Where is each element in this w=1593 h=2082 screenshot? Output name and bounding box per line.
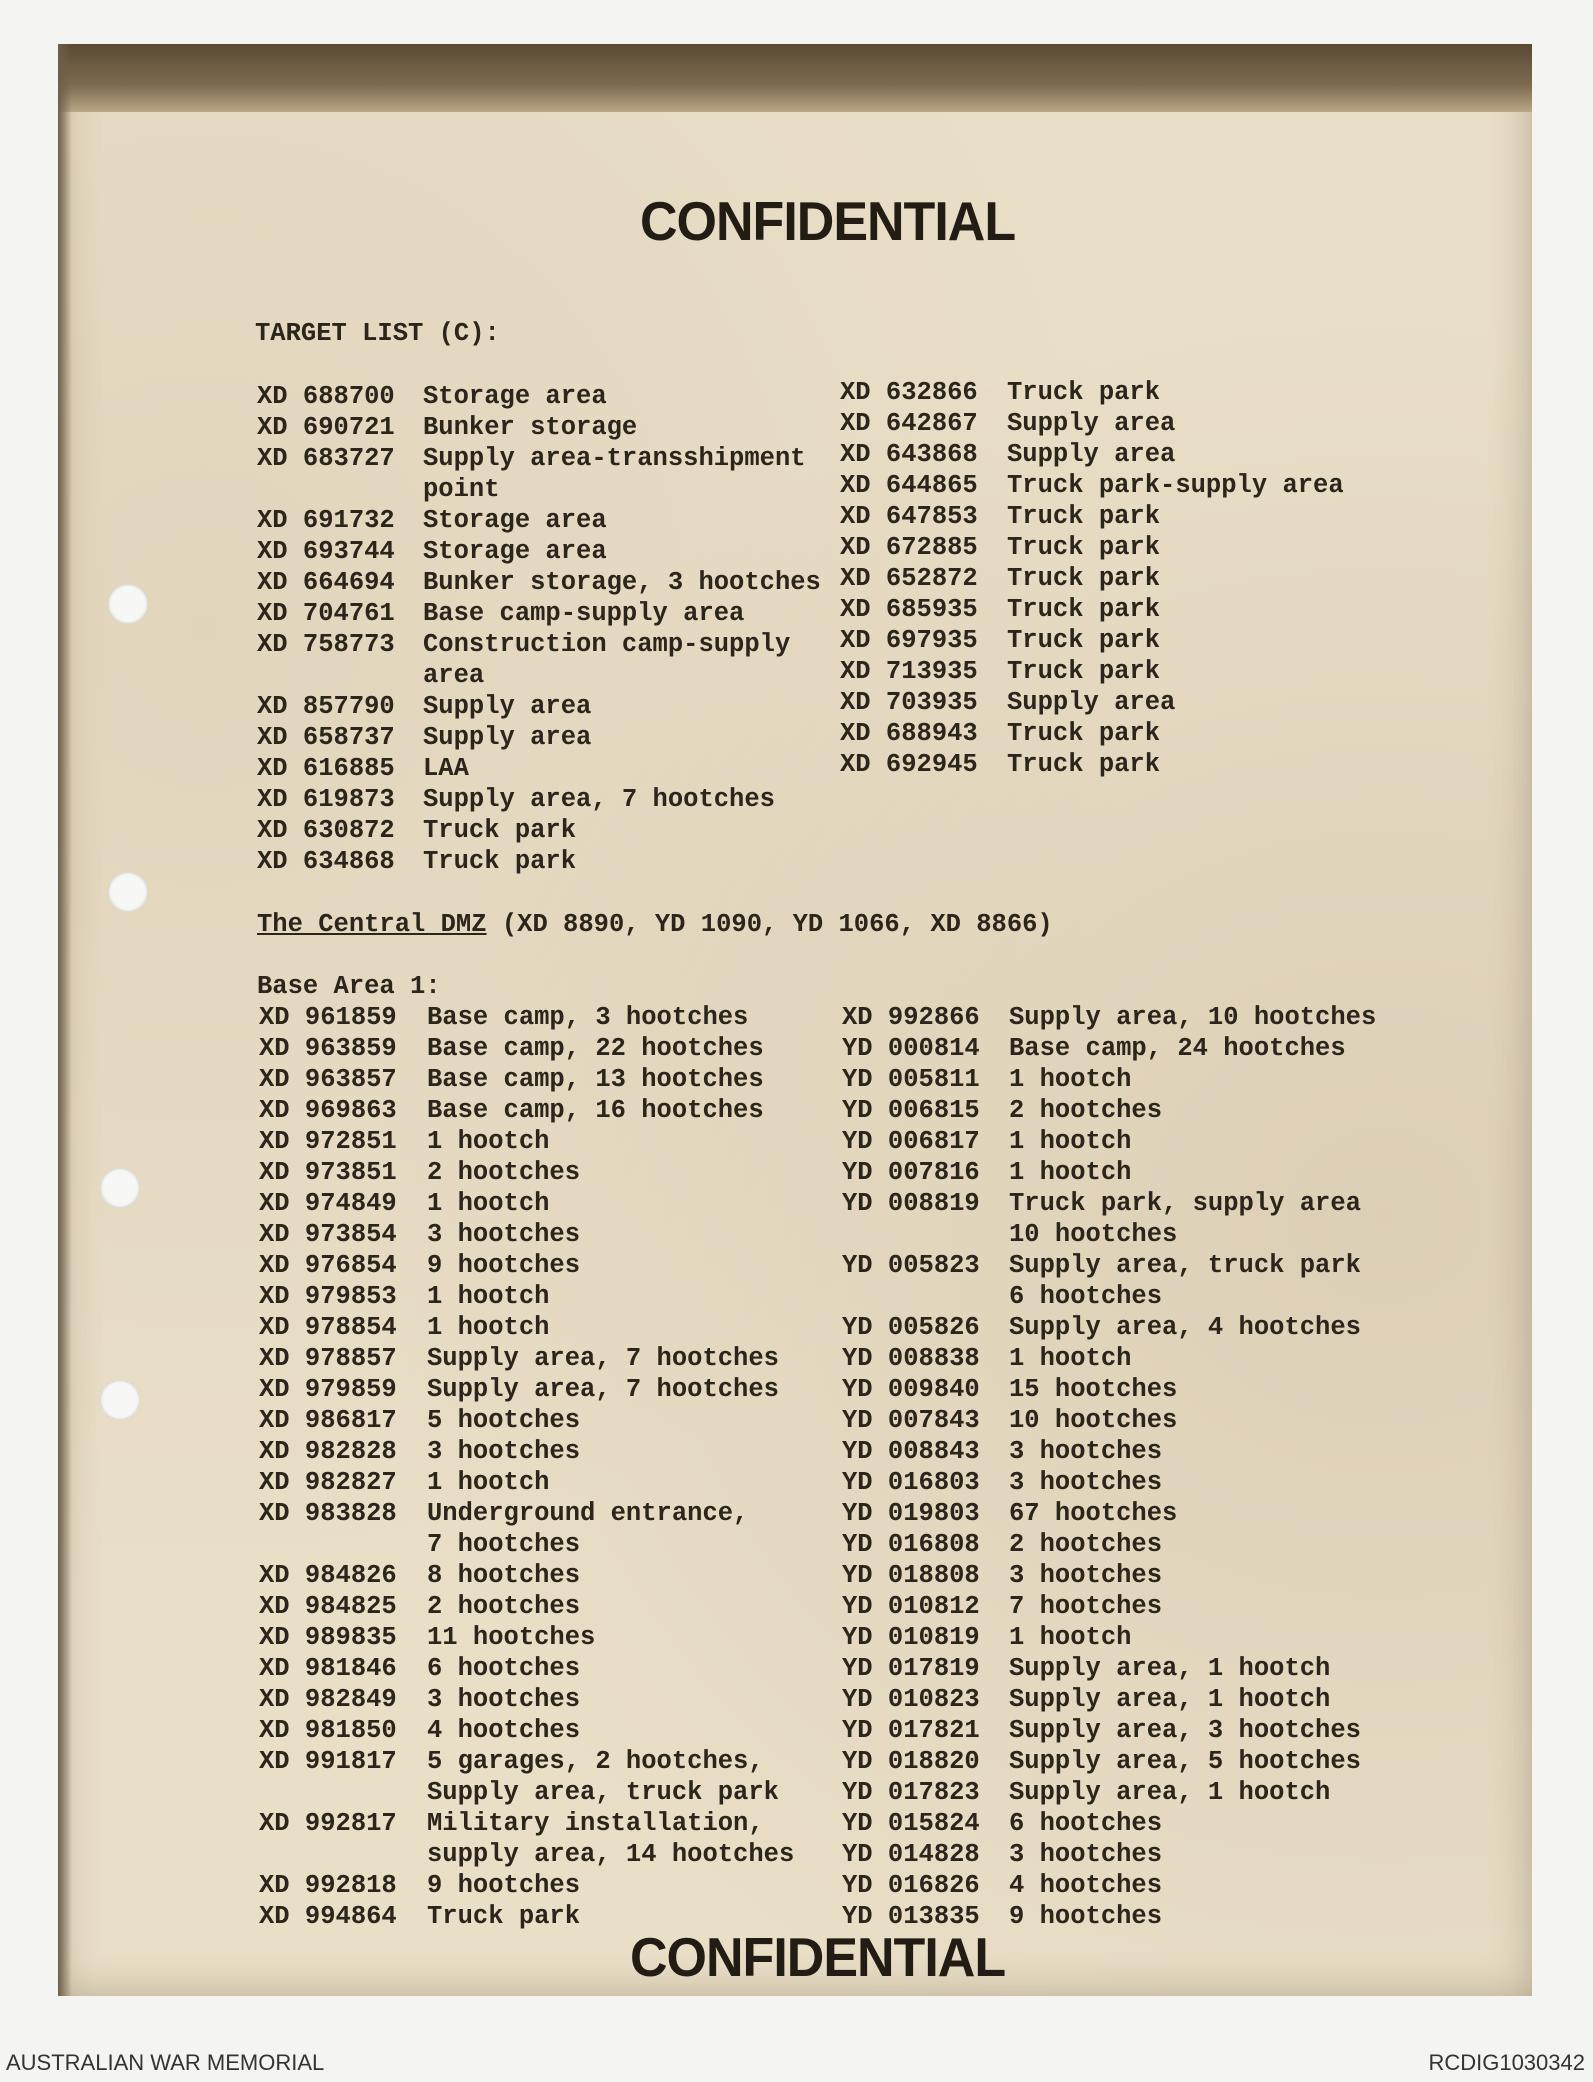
grid-reference: YD 007816 <box>842 1158 980 1187</box>
grid-reference: XD 961859 <box>259 1003 397 1032</box>
target-description: Supply area, 7 hootches <box>427 1375 779 1404</box>
target-description: 11 hootches <box>427 1623 596 1652</box>
target-description: 6 hootches <box>427 1654 581 1683</box>
grid-reference: XD 984826 <box>259 1561 397 1590</box>
grid-reference: YD 005826 <box>842 1313 980 1342</box>
grid-reference: XD 658737 <box>257 723 395 752</box>
grid-reference: XD 991817 <box>259 1747 397 1776</box>
target-description: 7 hootches <box>427 1530 581 1559</box>
grid-reference: XD 969863 <box>259 1096 397 1125</box>
grid-reference: YD 019803 <box>842 1499 980 1528</box>
target-description: 2 hootches <box>1009 1096 1163 1125</box>
grid-reference: XD 982828 <box>259 1437 397 1466</box>
grid-reference: YD 006815 <box>842 1096 980 1125</box>
target-description: Truck park <box>1007 657 1161 686</box>
target-description: Truck park <box>1007 564 1161 593</box>
grid-reference: XD 688943 <box>840 719 978 748</box>
grid-reference: YD 005823 <box>842 1251 980 1280</box>
grid-reference: YD 006817 <box>842 1127 980 1156</box>
target-description: Truck park <box>1007 502 1161 531</box>
grid-reference: YD 017821 <box>842 1716 980 1745</box>
dmz-coords: (XD 8890, YD 1090, YD 1066, XD 8866) <box>486 910 1053 939</box>
target-description: Truck park <box>423 816 577 845</box>
scan-edge-band <box>58 44 1532 112</box>
target-description: Supply area <box>423 692 592 721</box>
target-description: Underground entrance, <box>427 1499 749 1528</box>
grid-reference: XD 989835 <box>259 1623 397 1652</box>
grid-reference: YD 014828 <box>842 1840 980 1869</box>
grid-reference: XD 632866 <box>840 378 978 407</box>
target-description: point <box>423 475 500 504</box>
target-description: 2 hootches <box>1009 1530 1163 1559</box>
target-description: 8 hootches <box>427 1561 581 1590</box>
target-description: 3 hootches <box>427 1437 581 1466</box>
grid-reference: YD 009840 <box>842 1375 980 1404</box>
grid-reference: XD 647853 <box>840 502 978 531</box>
target-description: Truck park <box>1007 626 1161 655</box>
grid-reference: XD 973854 <box>259 1220 397 1249</box>
target-description: 9 hootches <box>1009 1902 1163 1931</box>
grid-reference: XD 992818 <box>259 1871 397 1900</box>
target-description: Supply area <box>423 723 592 752</box>
grid-reference: YD 008819 <box>842 1189 980 1218</box>
grid-reference: YD 017819 <box>842 1654 980 1683</box>
grid-reference: XD 972851 <box>259 1127 397 1156</box>
punch-hole <box>108 872 148 912</box>
grid-reference: XD 981846 <box>259 1654 397 1683</box>
grid-reference: XD 973851 <box>259 1158 397 1187</box>
target-description: Storage area <box>423 537 607 566</box>
grid-reference: XD 713935 <box>840 657 978 686</box>
target-description: Supply area <box>1007 409 1176 438</box>
target-description: 67 hootches <box>1009 1499 1178 1528</box>
target-description: 1 hootch <box>427 1127 550 1156</box>
grid-reference: XD 979859 <box>259 1375 397 1404</box>
target-description: 1 hootch <box>1009 1065 1132 1094</box>
grid-reference: XD 692945 <box>840 750 978 779</box>
target-description: Supply area <box>1007 688 1176 717</box>
grid-reference: YD 017823 <box>842 1778 980 1807</box>
target-description: Truck park <box>423 847 577 876</box>
target-description: Bunker storage <box>423 413 638 442</box>
grid-reference: XD 688700 <box>257 382 395 411</box>
target-description: 1 hootch <box>427 1282 550 1311</box>
target-description: Base camp, 13 hootches <box>427 1065 764 1094</box>
grid-reference: YD 007843 <box>842 1406 980 1435</box>
grid-reference: XD 683727 <box>257 444 395 473</box>
grid-reference: YD 018808 <box>842 1561 980 1590</box>
target-description: 4 hootches <box>1009 1871 1163 1900</box>
grid-reference: XD 982849 <box>259 1685 397 1714</box>
grid-reference: YD 016803 <box>842 1468 980 1497</box>
confidential-stamp-bottom: CONFIDENTIAL <box>630 1927 1006 1989</box>
grid-reference: XD 992817 <box>259 1809 397 1838</box>
grid-reference: XD 630872 <box>257 816 395 845</box>
target-description: 1 hootch <box>427 1189 550 1218</box>
grid-reference: YD 005811 <box>842 1065 980 1094</box>
target-description: Supply area, truck park <box>427 1778 779 1807</box>
target-description: Base camp, 3 hootches <box>427 1003 749 1032</box>
grid-reference: XD 978854 <box>259 1313 397 1342</box>
target-description: 2 hootches <box>427 1158 581 1187</box>
target-description: 3 hootches <box>427 1685 581 1714</box>
punch-hole <box>108 584 148 624</box>
grid-reference: XD 974849 <box>259 1189 397 1218</box>
grid-reference: XD 978857 <box>259 1344 397 1373</box>
target-description: Base camp, 22 hootches <box>427 1034 764 1063</box>
target-description: Supply area, 1 hootch <box>1009 1778 1331 1807</box>
grid-reference: XD 963857 <box>259 1065 397 1094</box>
target-description: 3 hootches <box>1009 1437 1163 1466</box>
grid-reference: XD 979853 <box>259 1282 397 1311</box>
target-description: 3 hootches <box>427 1220 581 1249</box>
grid-reference: YD 000814 <box>842 1034 980 1063</box>
target-description: 1 hootch <box>1009 1344 1132 1373</box>
grid-reference: XD 984825 <box>259 1592 397 1621</box>
target-description: Truck park <box>1007 378 1161 407</box>
grid-reference: XD 691732 <box>257 506 395 535</box>
punch-hole <box>100 1380 140 1420</box>
grid-reference: YD 015824 <box>842 1809 980 1838</box>
base-area-label: Base Area 1: <box>257 972 441 1001</box>
grid-reference: XD 992866 <box>842 1003 980 1032</box>
grid-reference: XD 642867 <box>840 409 978 438</box>
grid-reference: XD 981850 <box>259 1716 397 1745</box>
footer-record-id: RCDIG1030342 <box>1428 2050 1585 2075</box>
grid-reference: XD 685935 <box>840 595 978 624</box>
confidential-stamp-top: CONFIDENTIAL <box>640 191 1016 253</box>
grid-reference: XD 652872 <box>840 564 978 593</box>
target-description: Truck park, supply area <box>1009 1189 1361 1218</box>
target-description: 3 hootches <box>1009 1561 1163 1590</box>
target-description: 1 hootch <box>427 1313 550 1342</box>
target-description: 1 hootch <box>1009 1127 1132 1156</box>
grid-reference: XD 644865 <box>840 471 978 500</box>
target-description: Truck park <box>1007 533 1161 562</box>
target-description: 6 hootches <box>1009 1282 1163 1311</box>
grid-reference: XD 619873 <box>257 785 395 814</box>
target-description: Supply area, 4 hootches <box>1009 1313 1361 1342</box>
target-description: 5 hootches <box>427 1406 581 1435</box>
target-description: Base camp, 16 hootches <box>427 1096 764 1125</box>
grid-reference: XD 703935 <box>840 688 978 717</box>
target-description: Supply area, 1 hootch <box>1009 1654 1331 1683</box>
target-description: 6 hootches <box>1009 1809 1163 1838</box>
target-description: Supply area, 10 hootches <box>1009 1003 1377 1032</box>
target-description: Military installation, <box>427 1809 764 1838</box>
grid-reference: XD 994864 <box>259 1902 397 1931</box>
grid-reference: XD 693744 <box>257 537 395 566</box>
target-description: Bunker storage, 3 hootches <box>423 568 821 597</box>
target-description: Supply area, 1 hootch <box>1009 1685 1331 1714</box>
grid-reference: XD 664694 <box>257 568 395 597</box>
scan-left-edge <box>58 44 72 1996</box>
target-description: Truck park <box>1007 750 1161 779</box>
target-list-heading: TARGET LIST (C): <box>255 319 500 348</box>
target-description: Supply area, 7 hootches <box>427 1344 779 1373</box>
dmz-title: The Central DMZ <box>257 910 487 939</box>
grid-reference: YD 016808 <box>842 1530 980 1559</box>
target-description: Base camp, 24 hootches <box>1009 1034 1346 1063</box>
grid-reference: XD 758773 <box>257 630 395 659</box>
grid-reference: XD 690721 <box>257 413 395 442</box>
dmz-heading <box>257 909 1053 940</box>
grid-reference: YD 016826 <box>842 1871 980 1900</box>
target-description: 10 hootches <box>1009 1220 1178 1249</box>
grid-reference: YD 008838 <box>842 1344 980 1373</box>
grid-reference: XD 616885 <box>257 754 395 783</box>
grid-reference: YD 010819 <box>842 1623 980 1652</box>
target-description: Base camp-supply area <box>423 599 745 628</box>
target-description: 1 hootch <box>1009 1623 1132 1652</box>
target-description: 9 hootches <box>427 1251 581 1280</box>
grid-reference: XD 672885 <box>840 533 978 562</box>
grid-reference: XD 963859 <box>259 1034 397 1063</box>
target-description: Supply area, 3 hootches <box>1009 1716 1361 1745</box>
punch-hole <box>100 1168 140 1208</box>
target-description: area <box>423 661 485 690</box>
target-description: 10 hootches <box>1009 1406 1178 1435</box>
grid-reference: YD 018820 <box>842 1747 980 1776</box>
target-description: LAA <box>423 754 469 783</box>
grid-reference: XD 982827 <box>259 1468 397 1497</box>
target-description: Truck park-supply area <box>1007 471 1344 500</box>
target-description: Truck park <box>1007 719 1161 748</box>
grid-reference: YD 010823 <box>842 1685 980 1714</box>
grid-reference: XD 704761 <box>257 599 395 628</box>
target-description: Supply area <box>1007 440 1176 469</box>
target-description: Storage area <box>423 382 607 411</box>
target-description: 4 hootches <box>427 1716 581 1745</box>
grid-reference: YD 010812 <box>842 1592 980 1621</box>
target-description: Supply area-transshipment <box>423 444 806 473</box>
target-description: Truck park <box>427 1902 581 1931</box>
target-description: 1 hootch <box>1009 1158 1132 1187</box>
target-description: 1 hootch <box>427 1468 550 1497</box>
target-description: 2 hootches <box>427 1592 581 1621</box>
target-description: 3 hootches <box>1009 1840 1163 1869</box>
grid-reference: YD 008843 <box>842 1437 980 1466</box>
target-description: 5 garages, 2 hootches, <box>427 1747 764 1776</box>
grid-reference: XD 986817 <box>259 1406 397 1435</box>
target-description: Truck park <box>1007 595 1161 624</box>
target-description: 9 hootches <box>427 1871 581 1900</box>
grid-reference: YD 013835 <box>842 1902 980 1931</box>
grid-reference: XD 643868 <box>840 440 978 469</box>
target-description: supply area, 14 hootches <box>427 1840 795 1869</box>
grid-reference: XD 983828 <box>259 1499 397 1528</box>
grid-reference: XD 697935 <box>840 626 978 655</box>
target-description: 7 hootches <box>1009 1592 1163 1621</box>
footer-archive-name: AUSTRALIAN WAR MEMORIAL <box>6 2050 325 2075</box>
target-description: Supply area, 7 hootches <box>423 785 775 814</box>
target-description: 3 hootches <box>1009 1468 1163 1497</box>
target-description: 15 hootches <box>1009 1375 1178 1404</box>
grid-reference: XD 857790 <box>257 692 395 721</box>
target-description: Supply area, 5 hootches <box>1009 1747 1361 1776</box>
target-description: Storage area <box>423 506 607 535</box>
target-description: Construction camp-supply <box>423 630 791 659</box>
target-description: Supply area, truck park <box>1009 1251 1361 1280</box>
grid-reference: XD 634868 <box>257 847 395 876</box>
grid-reference: XD 976854 <box>259 1251 397 1280</box>
